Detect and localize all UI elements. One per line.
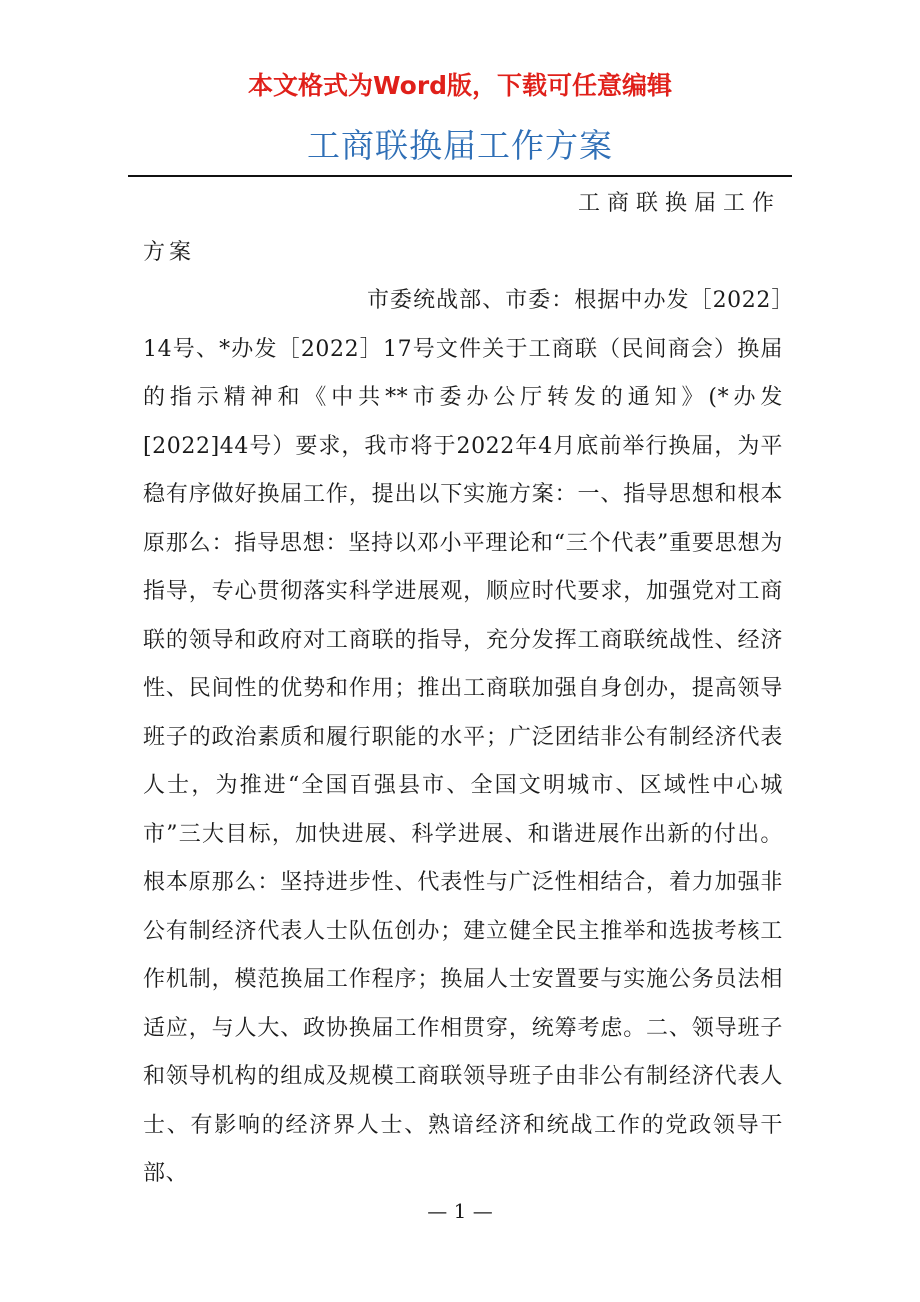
body-paragraph: 市委统战部、市委：根据中办发［2022］14号、*办发［2022］17号文件关于工商联（民间商会）换届的指示精神和《中共**市委办公厅转发的通知》(*办发[2022]44号）要求，我市将于2022年4月底前举行换届，为平稳有序做好换届工作，提出以下实施方案：一、指导思想和根本原那么：指导思想：坚持以邓小平理论和“三个代表”重要思想为指导，专心贯彻落实科学进展观，顺应时代要求，加强党对工商联的领导和政府对工商联的指导，充分发挥工商联统战性、经济性、民间性的优势和作用；推出工商联加强自身创办，提高领导班子的政治素质和履行职能的水平；广泛团结非公有制经济代表人士，为推进“全国百强县市、全国文明城市、区域性中心城市”三大目标，加快进展、科学进展、和谐进展作出新的付出。根本原那么：坚持进步性、代表性与广泛性相结合，着力加强非公有制经济代表人士队伍创办；建立健全民主推举和选拔考核工作机制，模范换届工作程序；换届人士安置要与实施公务员法相适应，与人大、政协换届工作相贯穿，统筹考虑。二、领导班子和领导机构的组成及规模工商联领导班子由非公有制经济代表人士、有影响的经济界人士、熟谙经济和统战工作的党政领导干部、	[143, 288, 783, 1186]
heading-line-1: 工商联换届工作	[577, 191, 781, 216]
title-divider	[128, 175, 792, 177]
document-title: 工商联换届工作方案	[307, 126, 613, 165]
heading-line-2: 方案	[143, 239, 196, 265]
document-body	[143, 180, 783, 1199]
page-number: — 1 —	[427, 1199, 493, 1223]
download-banner: 本文格式为Word版，下载可任意编辑	[247, 71, 673, 100]
